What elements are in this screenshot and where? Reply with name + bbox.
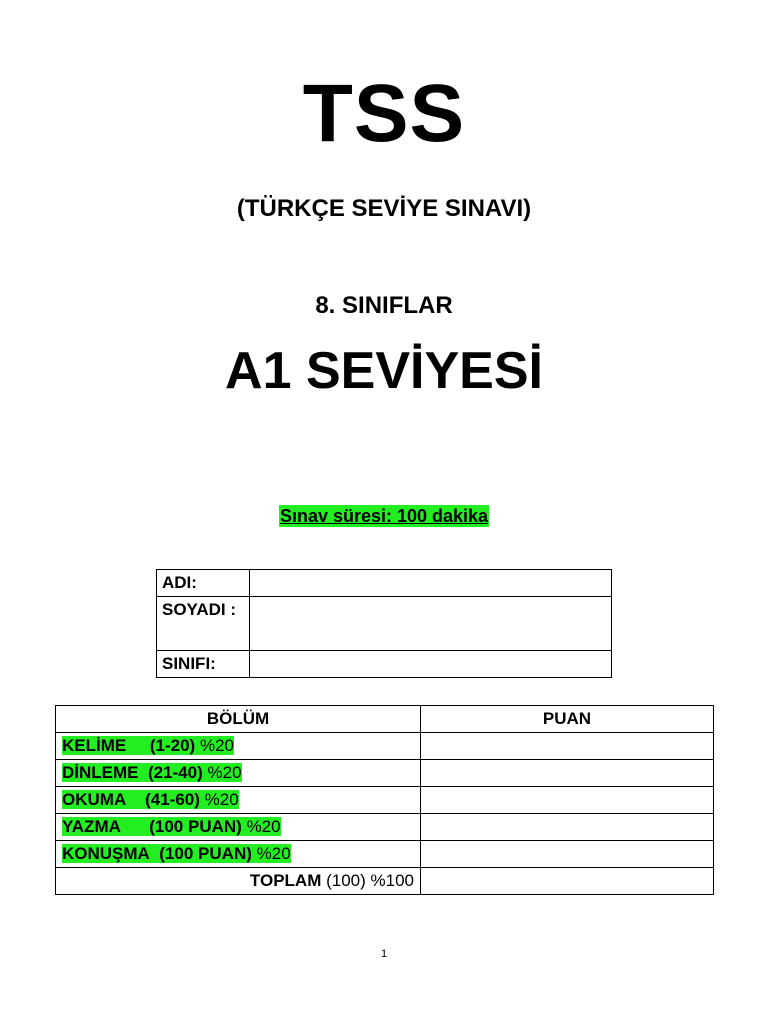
- section-range: (100 PUAN): [149, 817, 242, 836]
- surname-field[interactable]: [250, 597, 612, 651]
- section-okuma: [62, 790, 239, 809]
- table-row: [56, 814, 714, 841]
- exam-title: TSS: [302, 68, 466, 159]
- info-row-name: [157, 570, 612, 597]
- name-label: ADI:: [157, 570, 250, 597]
- section-name: KONUŞMA: [62, 844, 150, 863]
- section-dinleme: [62, 763, 242, 782]
- section-range: (21-40): [147, 763, 203, 782]
- info-row-surname: [157, 597, 612, 651]
- total-score-cell[interactable]: [421, 868, 714, 895]
- section-weight: %20: [246, 817, 281, 836]
- section-name: DİNLEME: [62, 763, 139, 782]
- section-range: (41-60): [145, 790, 200, 809]
- section-weight: %20: [256, 844, 291, 863]
- score-header: PUAN: [421, 706, 714, 733]
- duration-line: [0, 504, 768, 528]
- name-field[interactable]: [250, 570, 612, 597]
- page-number: 1: [380, 948, 388, 960]
- section-cell: [56, 841, 421, 868]
- section-weight: %20: [199, 736, 234, 755]
- section-cell: [56, 760, 421, 787]
- score-cell[interactable]: [421, 841, 714, 868]
- section-weight: %20: [204, 790, 239, 809]
- total-label-cell: [56, 868, 421, 895]
- duration-label: Sınav süresi: 100 dakika: [279, 506, 489, 526]
- section-cell: [56, 733, 421, 760]
- section-name: OKUMA: [62, 790, 127, 809]
- total-weight: %100: [370, 871, 414, 890]
- student-info-table: [156, 569, 612, 678]
- surname-label: SOYADI :: [162, 600, 237, 619]
- section-konusma: [62, 844, 291, 863]
- section-yazma: [62, 817, 281, 836]
- score-cell[interactable]: [421, 760, 714, 787]
- section-cell: [56, 814, 421, 841]
- class-field[interactable]: [250, 651, 612, 678]
- total-row: [56, 868, 714, 895]
- table-row: [56, 760, 714, 787]
- section-header: BÖLÜM: [56, 706, 421, 733]
- score-table-header: [56, 706, 714, 733]
- total-points: (100): [326, 871, 366, 890]
- section-range: (1-20): [149, 736, 196, 755]
- level-label: A1 SEVİYESİ: [225, 342, 543, 400]
- table-row: [56, 787, 714, 814]
- section-name: YAZMA: [62, 817, 121, 836]
- info-row-class: [157, 651, 612, 678]
- score-table: [55, 705, 714, 895]
- total-label: TOPLAM: [249, 871, 322, 890]
- score-cell[interactable]: [421, 814, 714, 841]
- section-weight: %20: [207, 763, 242, 782]
- section-kelime: [62, 736, 234, 755]
- section-range: (100 PUAN): [159, 844, 252, 863]
- score-cell[interactable]: [421, 787, 714, 814]
- grade-label: 8. SINIFLAR: [315, 292, 453, 319]
- table-row: [56, 841, 714, 868]
- section-cell: [56, 787, 421, 814]
- section-name: KELİME: [62, 736, 127, 755]
- surname-label-cell: [157, 597, 250, 651]
- exam-subtitle: (TÜRKÇE SEVİYE SINAVI): [236, 195, 532, 222]
- table-row: [56, 733, 714, 760]
- class-label: SINIFI:: [157, 651, 250, 678]
- score-cell[interactable]: [421, 733, 714, 760]
